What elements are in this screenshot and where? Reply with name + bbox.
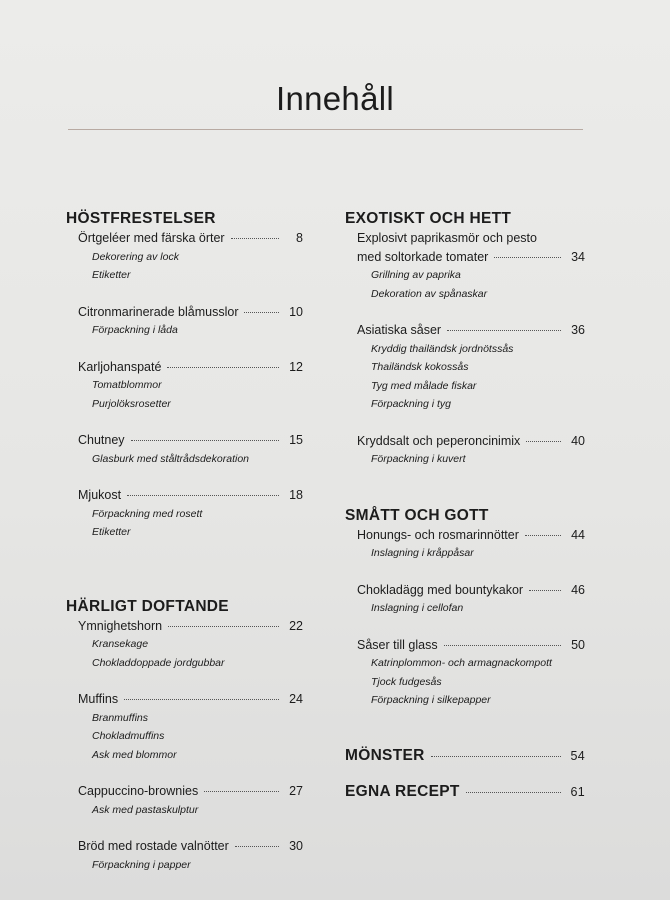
toc-entry[interactable]: [345, 321, 585, 414]
section-heading: MÖNSTER: [345, 746, 425, 764]
toc-section: [66, 209, 303, 542]
toc-left-column: [66, 200, 303, 874]
sub-entry: Dekorering av lock: [92, 250, 179, 263]
toc-entry[interactable]: [345, 636, 585, 710]
sub-entry: Thailändsk kokossås: [371, 361, 469, 373]
sub-entry: Etiketter: [92, 269, 131, 281]
entry-title: Mjukost: [78, 488, 122, 502]
dot-leader: [235, 846, 279, 847]
entry-title: Kryddsalt och peperoncinimix: [357, 433, 521, 448]
sub-entry: Purjolöksrosetter: [92, 397, 171, 410]
toc-entry[interactable]: [66, 486, 303, 542]
toc-entry[interactable]: [66, 303, 303, 340]
sub-entry: Etiketter: [92, 526, 131, 538]
page-number: 61: [570, 784, 585, 799]
sub-entry: Glasburk med ståltrådsdekoration: [92, 452, 249, 465]
sub-entry: Förpackning i silkepapper: [371, 694, 491, 706]
page-number: 34: [571, 249, 585, 264]
toc-entry[interactable]: [66, 837, 303, 874]
sub-entry: Tyg med målade fiskar: [371, 379, 477, 392]
entry-title: med soltorkade tomater: [357, 249, 489, 264]
toc-right-column: [345, 200, 585, 802]
title-divider: [68, 129, 583, 130]
page-number: 22: [289, 618, 303, 633]
toc-section: [66, 597, 303, 875]
page-number: 24: [289, 692, 303, 706]
section-heading: HÄRLIGT DOFTANDE: [66, 597, 229, 615]
sub-entry: Dekoration av spånaskar: [371, 287, 488, 300]
dot-leader: [124, 699, 279, 700]
entry-title: Bröd med rostade valnötter: [78, 839, 229, 853]
sub-entry: Branmuffins: [92, 711, 149, 724]
sub-entry: Förpackning i tyg: [371, 398, 451, 410]
toc-entry[interactable]: [345, 581, 585, 618]
dot-leader: [466, 792, 561, 793]
entry-title: Cappuccino-brownies: [78, 784, 199, 798]
toc-section-mönster[interactable]: [345, 746, 585, 766]
toc-entry[interactable]: [66, 229, 303, 285]
sub-entry: Förpackning i kuvert: [371, 453, 466, 465]
toc-entry[interactable]: [66, 358, 303, 414]
page-number: 15: [289, 433, 303, 447]
dot-leader: [231, 238, 279, 239]
entry-title: Såser till glass: [357, 637, 438, 652]
dot-leader: [444, 645, 561, 646]
section-heading: HÖSTFRESTELSER: [66, 210, 216, 227]
sub-entry: Förpackning i låda: [92, 324, 178, 336]
entry-title: Asiatiska såser: [357, 323, 442, 337]
toc-entry[interactable]: [66, 617, 303, 673]
sub-entry: Förpackning i papper: [92, 858, 191, 871]
entry-title: Chutney: [78, 433, 125, 447]
entry-title: Ymnighetshorn: [78, 618, 163, 633]
dot-leader: [447, 330, 561, 331]
sub-entry: Grillning av paprika: [371, 269, 461, 281]
page-number: 8: [296, 231, 303, 245]
sub-entry: Tjock fudgesås: [371, 675, 442, 688]
sub-entry: Kransekage: [92, 638, 149, 650]
sub-entry: Inslagning i cellofan: [371, 602, 464, 614]
page-title: Innehåll: [276, 80, 394, 117]
entry-title: Örtgeléer med färska örter: [78, 231, 225, 245]
dot-leader: [167, 367, 279, 368]
dot-leader: [204, 791, 279, 792]
toc-entry[interactable]: [345, 229, 585, 303]
page-number: 46: [571, 582, 585, 597]
entry-title: Chokladägg med bountykakor: [357, 582, 524, 597]
dot-leader: [431, 756, 561, 757]
dot-leader: [244, 312, 279, 313]
dot-leader: [529, 590, 561, 591]
toc-entry[interactable]: [66, 431, 303, 468]
toc-section-egna-recept[interactable]: [345, 782, 585, 802]
dot-leader: [168, 626, 279, 627]
toc-entry[interactable]: [66, 690, 303, 764]
toc-entry[interactable]: [345, 432, 585, 469]
toc-entry[interactable]: [66, 782, 303, 819]
page-number: 12: [289, 359, 303, 374]
sub-entry: Inslagning i kråppåsar: [371, 547, 474, 559]
dot-leader: [131, 440, 279, 441]
dot-leader: [127, 495, 279, 496]
dot-leader: [526, 441, 561, 442]
sub-entry: Ask med pastaskulptur: [92, 803, 199, 816]
sub-entry: Katrinplommon- och armagnackompott: [371, 657, 552, 669]
page-number: 18: [289, 488, 303, 502]
section-heading: EGNA RECEPT: [345, 782, 460, 800]
toc-entry[interactable]: [345, 526, 585, 563]
toc-section: [345, 209, 585, 469]
entry-title: Honungs- och rosmarinnötter: [357, 527, 519, 542]
page-number: 10: [289, 304, 303, 319]
sub-entry: Chokladmuffins: [92, 730, 165, 742]
page-number: 36: [571, 323, 585, 337]
dot-leader: [525, 535, 561, 536]
entry-title: Muffins: [78, 692, 119, 706]
dot-leader: [494, 257, 561, 258]
page-number: 54: [570, 748, 585, 763]
page-number: 44: [571, 527, 585, 542]
section-heading: EXOTISKT OCH HETT: [345, 210, 512, 227]
entry-title: Karljohanspaté: [78, 359, 162, 374]
entry-title: Citronmarinerade blåmusslor: [78, 304, 239, 319]
page-number: 50: [571, 637, 585, 652]
sub-entry: Chokladdoppade jordgubbar: [92, 656, 225, 669]
toc-section: [345, 506, 585, 710]
entry-title-line: Explosivt paprikasmör och pesto: [357, 231, 537, 245]
page-number: 27: [289, 784, 303, 798]
section-heading: SMÅTT OCH GOTT: [345, 506, 489, 524]
sub-entry: Kryddig thailändsk jordnötssås: [371, 342, 514, 355]
sub-entry: Tomatblommor: [92, 379, 162, 391]
page-number: 30: [289, 839, 303, 853]
sub-entry: Förpackning med rosett: [92, 507, 203, 520]
page-number: 40: [571, 433, 585, 448]
sub-entry: Ask med blommor: [92, 748, 177, 761]
